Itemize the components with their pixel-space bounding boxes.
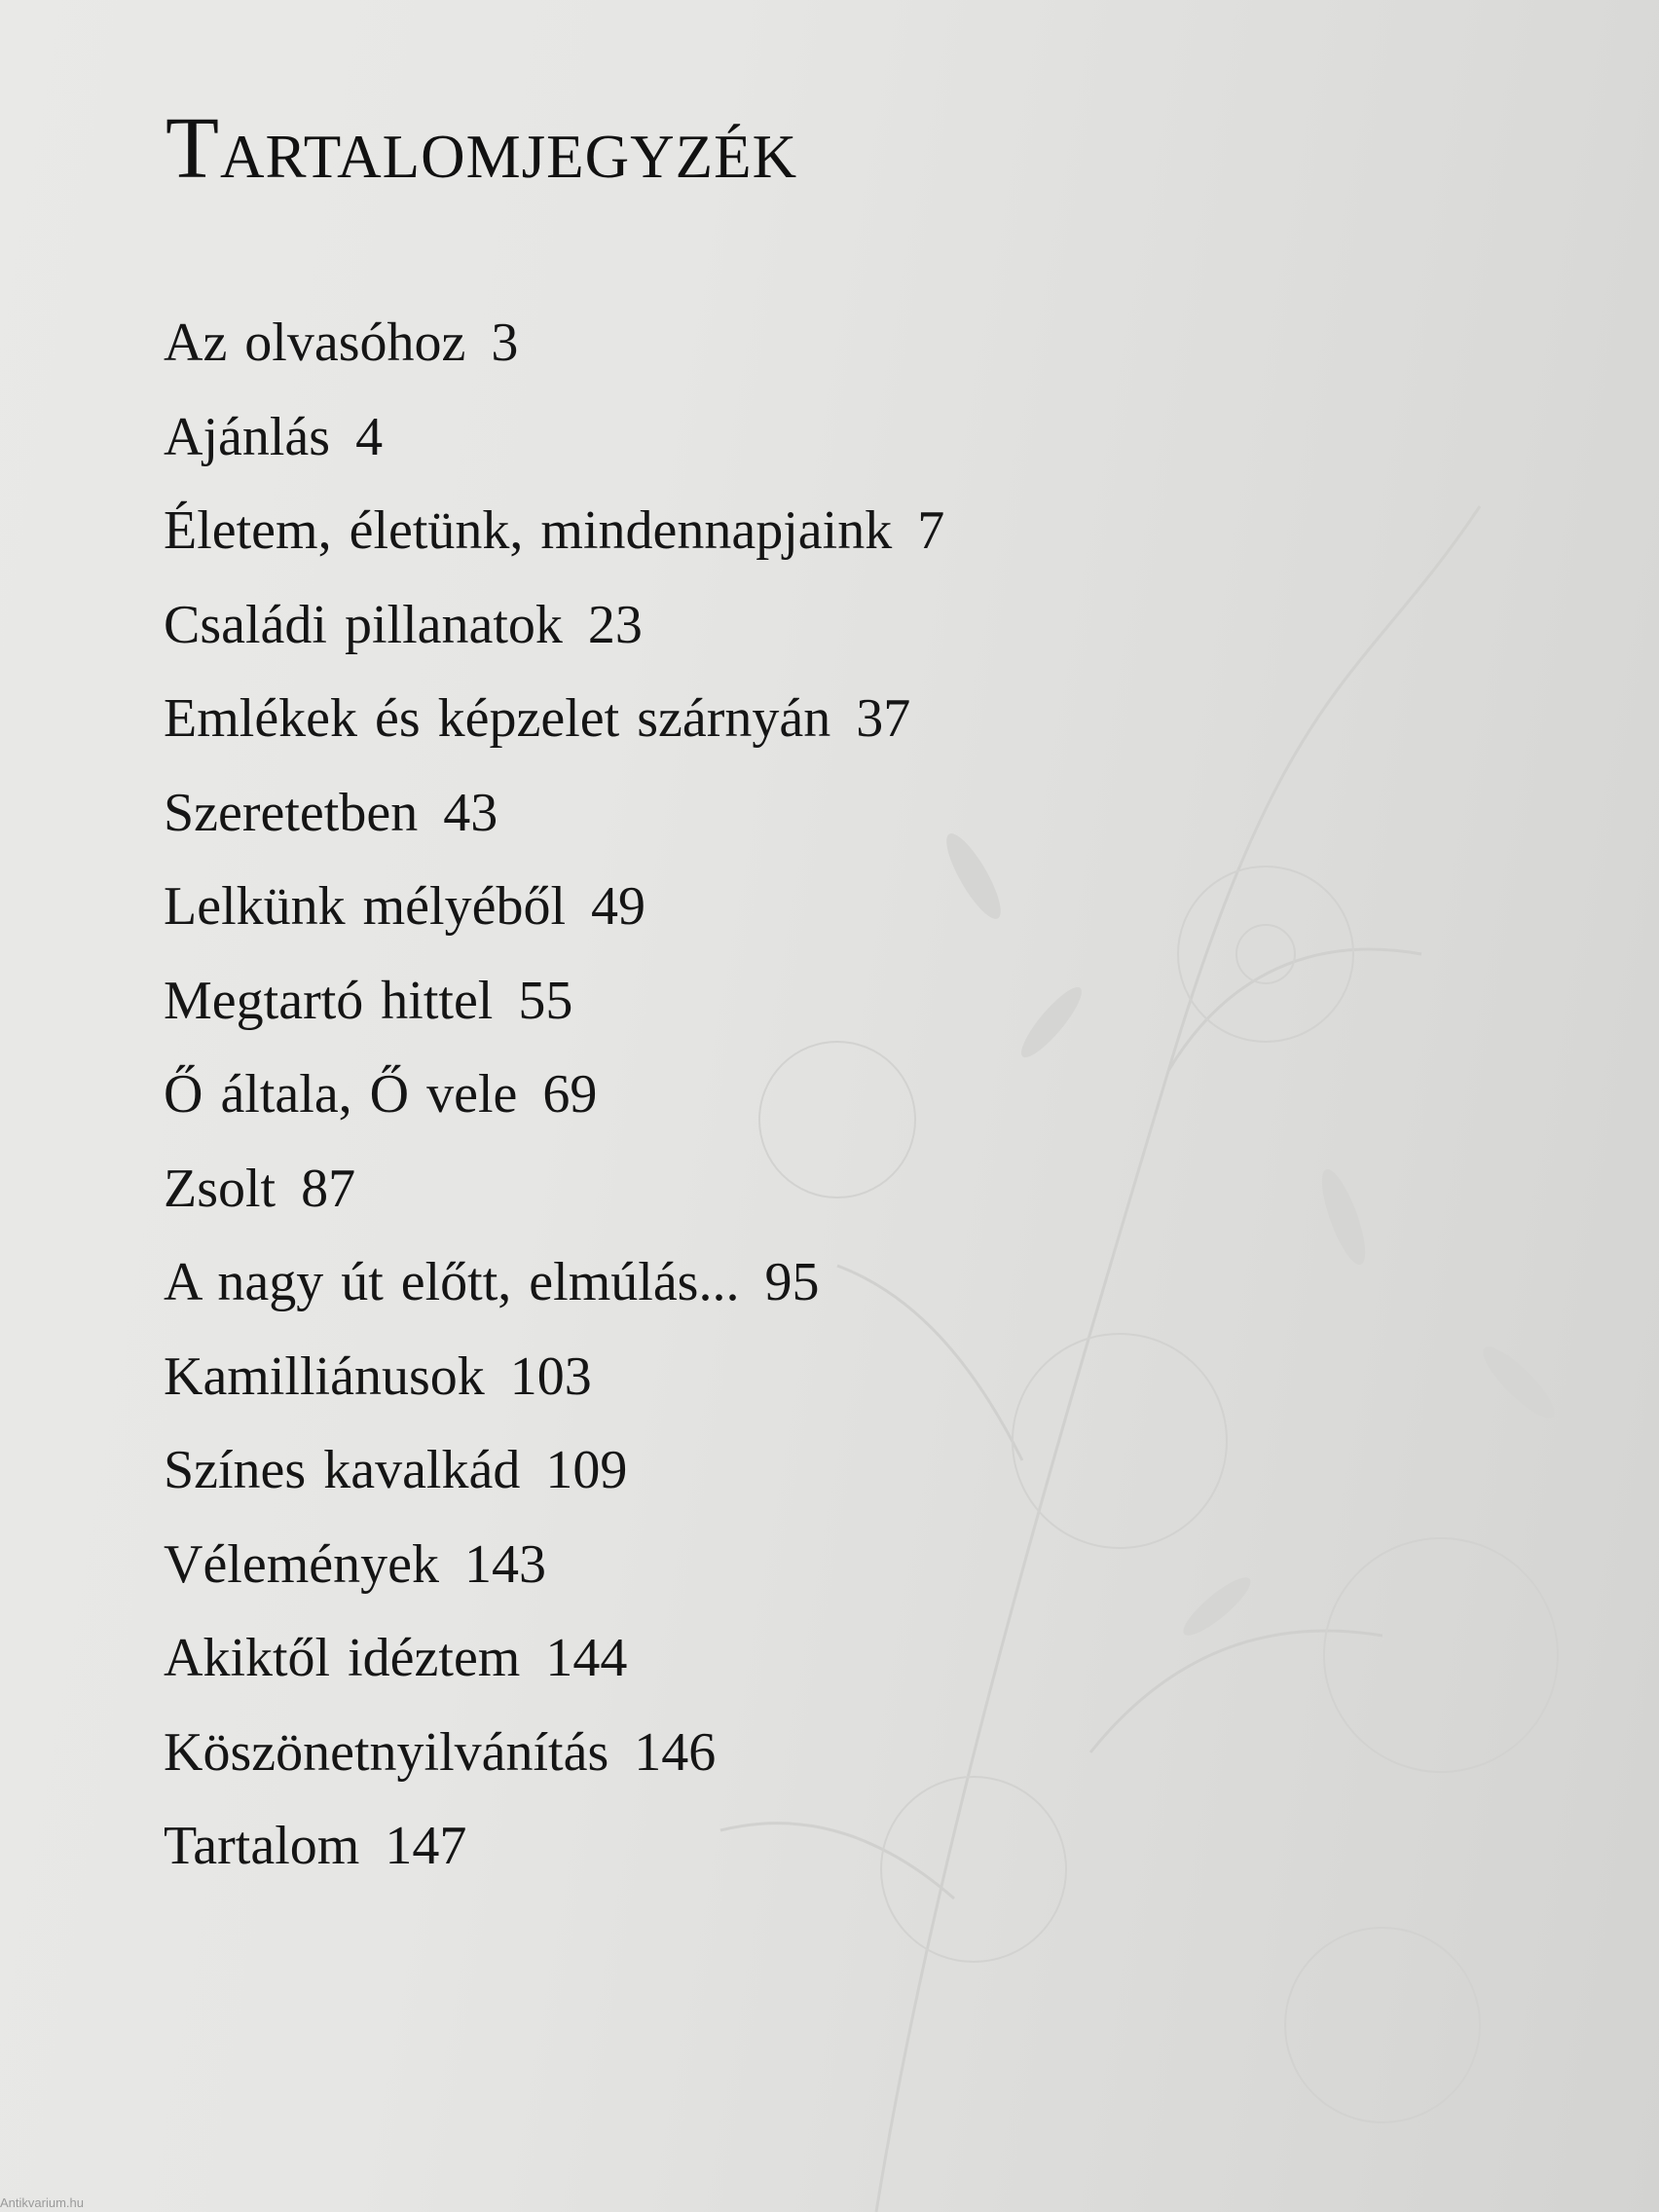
- toc-entry-title: Ajánlás: [164, 406, 331, 467]
- toc-entry-page: 109: [545, 1440, 628, 1500]
- toc-entry-page: 55: [518, 970, 573, 1031]
- toc-entry: [164, 1247, 944, 1342]
- toc-entry: [164, 590, 944, 684]
- toc-entry-page: 143: [463, 1533, 546, 1595]
- toc-entry-title: Szeretetben: [164, 782, 419, 843]
- toc-entry-title: Színes kavalkád: [164, 1440, 521, 1500]
- toc-entry-title: Megtartó hittel: [164, 970, 494, 1031]
- toc-entry: [164, 1435, 944, 1530]
- toc-entry-title: A nagy út előtt, elmúlás...: [164, 1252, 740, 1312]
- toc-entry-page: 144: [545, 1628, 628, 1688]
- toc-entry-title: Ő általa, Ő vele: [164, 1064, 518, 1124]
- toc-entry-page: 23: [587, 594, 643, 655]
- toc-entry-page: 69: [542, 1064, 598, 1124]
- toc-entry-title: Vélemények: [164, 1533, 439, 1595]
- table-of-contents: [164, 308, 944, 1905]
- toc-entry-title: Az olvasóhoz: [164, 313, 466, 373]
- toc-entry-page: 147: [385, 1816, 467, 1876]
- toc-entry-title: Köszönetnyilvánítás: [164, 1721, 609, 1783]
- toc-entry-page: 3: [491, 313, 519, 373]
- toc-entry-title: Családi pillanatok: [164, 594, 563, 655]
- toc-entry: [164, 1811, 944, 1905]
- toc-entry-page: 43: [443, 782, 498, 843]
- toc-entry-page: 87: [301, 1158, 356, 1219]
- toc-entry: [164, 683, 944, 778]
- watermark: Antikvarium.hu: [0, 2195, 84, 2210]
- toc-entry-title: Lelkünk mélyéből: [164, 876, 567, 937]
- toc-entry: [164, 1623, 944, 1717]
- toc-entry-page: 49: [591, 876, 646, 937]
- toc-entry-title: Emlékek és képzelet szárnyán: [164, 688, 831, 749]
- toc-entry-page: 7: [917, 500, 945, 561]
- toc-entry-page: 103: [509, 1346, 592, 1407]
- toc-entry: [164, 1154, 944, 1248]
- toc-entry: [164, 778, 944, 872]
- toc-entry: [164, 1530, 944, 1624]
- toc-entry-title: Akiktől idéztem: [164, 1628, 521, 1688]
- toc-entry-page: 95: [764, 1252, 820, 1312]
- toc-entry: [164, 966, 944, 1060]
- toc-entry-page: 4: [355, 406, 384, 467]
- toc-entry: [164, 1059, 944, 1154]
- toc-entry-page: 37: [856, 688, 911, 749]
- toc-entry: [164, 871, 944, 966]
- toc-entry: [164, 402, 944, 497]
- toc-entry: [164, 1342, 944, 1436]
- toc-entry: [164, 308, 944, 402]
- toc-entry-title: Kamilliánusok: [164, 1346, 485, 1407]
- toc-entry: [164, 496, 944, 590]
- toc-entry-title: Életem, életünk, mindennapjaink: [164, 500, 893, 561]
- toc-entry: [164, 1717, 944, 1812]
- page-title: Tartalomjegyzék: [166, 100, 798, 197]
- toc-entry-title: Tartalom: [164, 1816, 360, 1876]
- toc-entry-title: Zsolt: [164, 1158, 276, 1219]
- toc-entry-page: 146: [634, 1721, 717, 1783]
